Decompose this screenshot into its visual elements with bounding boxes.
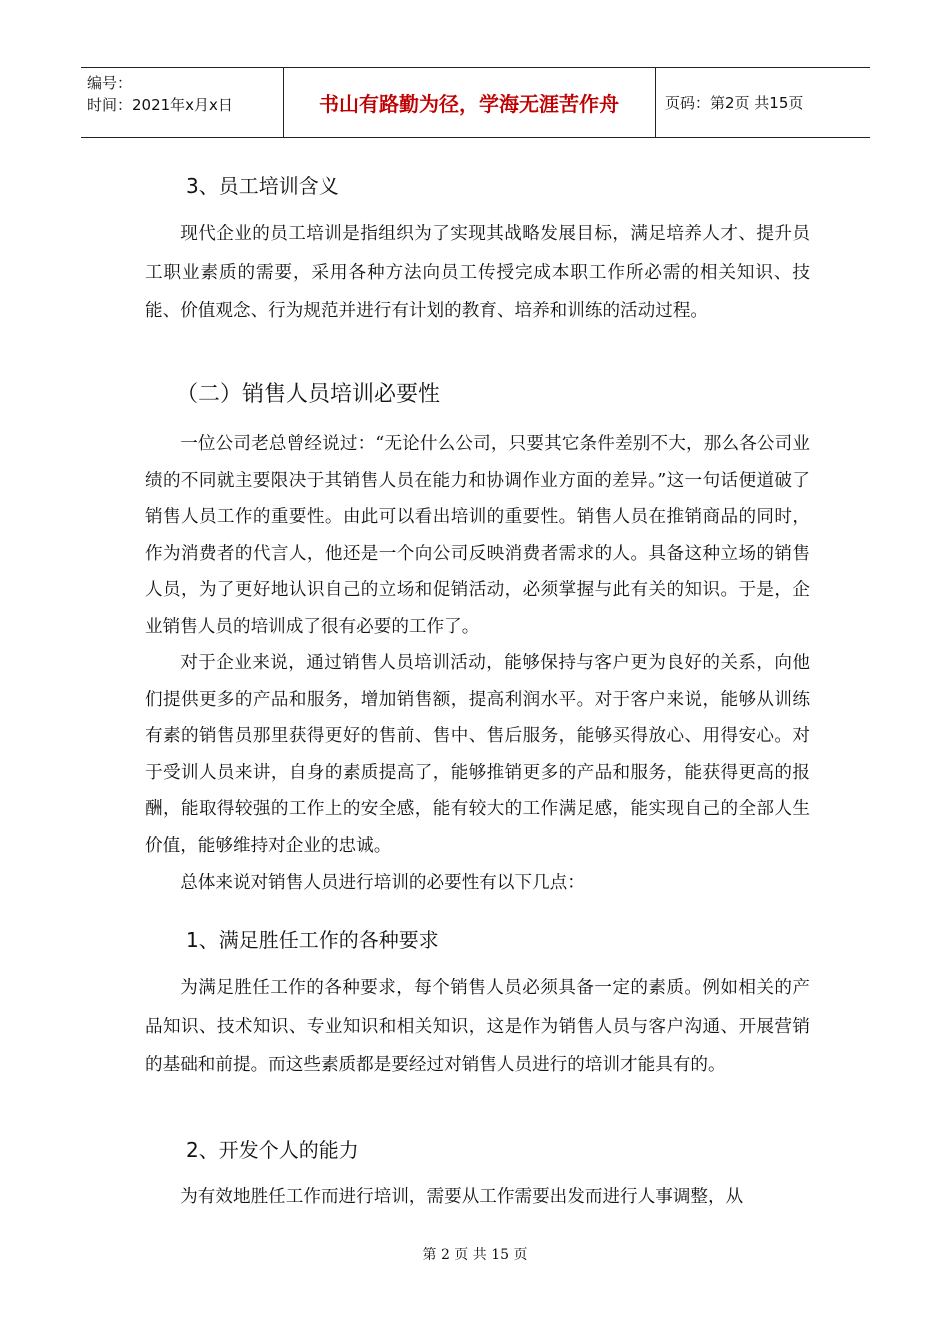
section-heading: 3、员工培训含义 (186, 174, 339, 198)
header-meta (87, 72, 233, 116)
part-heading: （二）销售人员培训必要性 (176, 382, 441, 407)
header-motto: 书山有路勤为径，学海无涯苦作舟 (319, 92, 619, 116)
body-paragraph: 对于企业来说，通过销售人员培训活动，能够保持与客户更为良好的关系，向他们提供更多的产品和服务，增加销售额，提高利润水平。对于客户来说，能够从训练有素的销售员那里获得更好的售前、售中、售后服务，能够买得放心、用得安心。对于受训人员来讲，自身的素质提高了，能够推销更多的产品和服务，能获得更高的报酬，能取得较强的工作上的安全感，能有较大的工作满足感，能实现自己的全部人生价值，能够维持对企业的忠诚。 (145, 653, 810, 856)
page-footer: 第 2 页 共 15 页 (422, 1247, 528, 1263)
section-heading: 1、满足胜任工作的各种要求 (186, 928, 439, 952)
section-heading: 2、开发个人的能力 (186, 1138, 359, 1162)
time-label: 时间：2021年x月x日 (87, 96, 233, 114)
page-header (81, 67, 870, 138)
header-divider (655, 68, 656, 137)
body-paragraph: 为满足胜任工作的各种要求，每个销售人员必须具备一定的素质。例如相关的产品知识、技术知识、专业知识和相关知识，这是作为销售人员与客户沟通、开展营销的基础和前提。而这些素质都是要经过对销售人员进行的培训才能具有的。 (145, 978, 810, 1075)
body-paragraph: 现代企业的员工培训是指组织为了实现其战略发展目标，满足培养人才、提升员工职业素质的需要，采用各种方法向员工传授完成本职工作所必需的相关知识、技能、价值观念、行为规范并进行有计划的教育、培养和训练的活动过程。 (145, 224, 810, 321)
body-paragraph: 为有效地胜任工作而进行培训，需要从工作需要出发而进行人事调整，从 (180, 1187, 744, 1207)
body-paragraph: 总体来说对销售人员进行培训的必要性有以下几点： (180, 873, 585, 893)
header-page-info: 页码：第2页 共15页 (665, 94, 804, 112)
body-paragraph: 一位公司老总曾经说过：“无论什么公司，只要其它条件差别不大，那么各公司业绩的不同就主要限决于其销售人员在能力和协调作业方面的差异。”这一句话便道破了销售人员工作的重要性。由此可以看出培训的重要性。销售人员在推销商品的同时，作为消费者的代言人，他还是一个向公司反映消费者需求的人。具备这种立场的销售人员，为了更好地认识自己的立场和促销活动，必须掌握与此有关的知识。于是，企业销售人员的培训成了很有必要的工作了。 (145, 434, 810, 637)
number-label: 编号： (87, 74, 133, 92)
